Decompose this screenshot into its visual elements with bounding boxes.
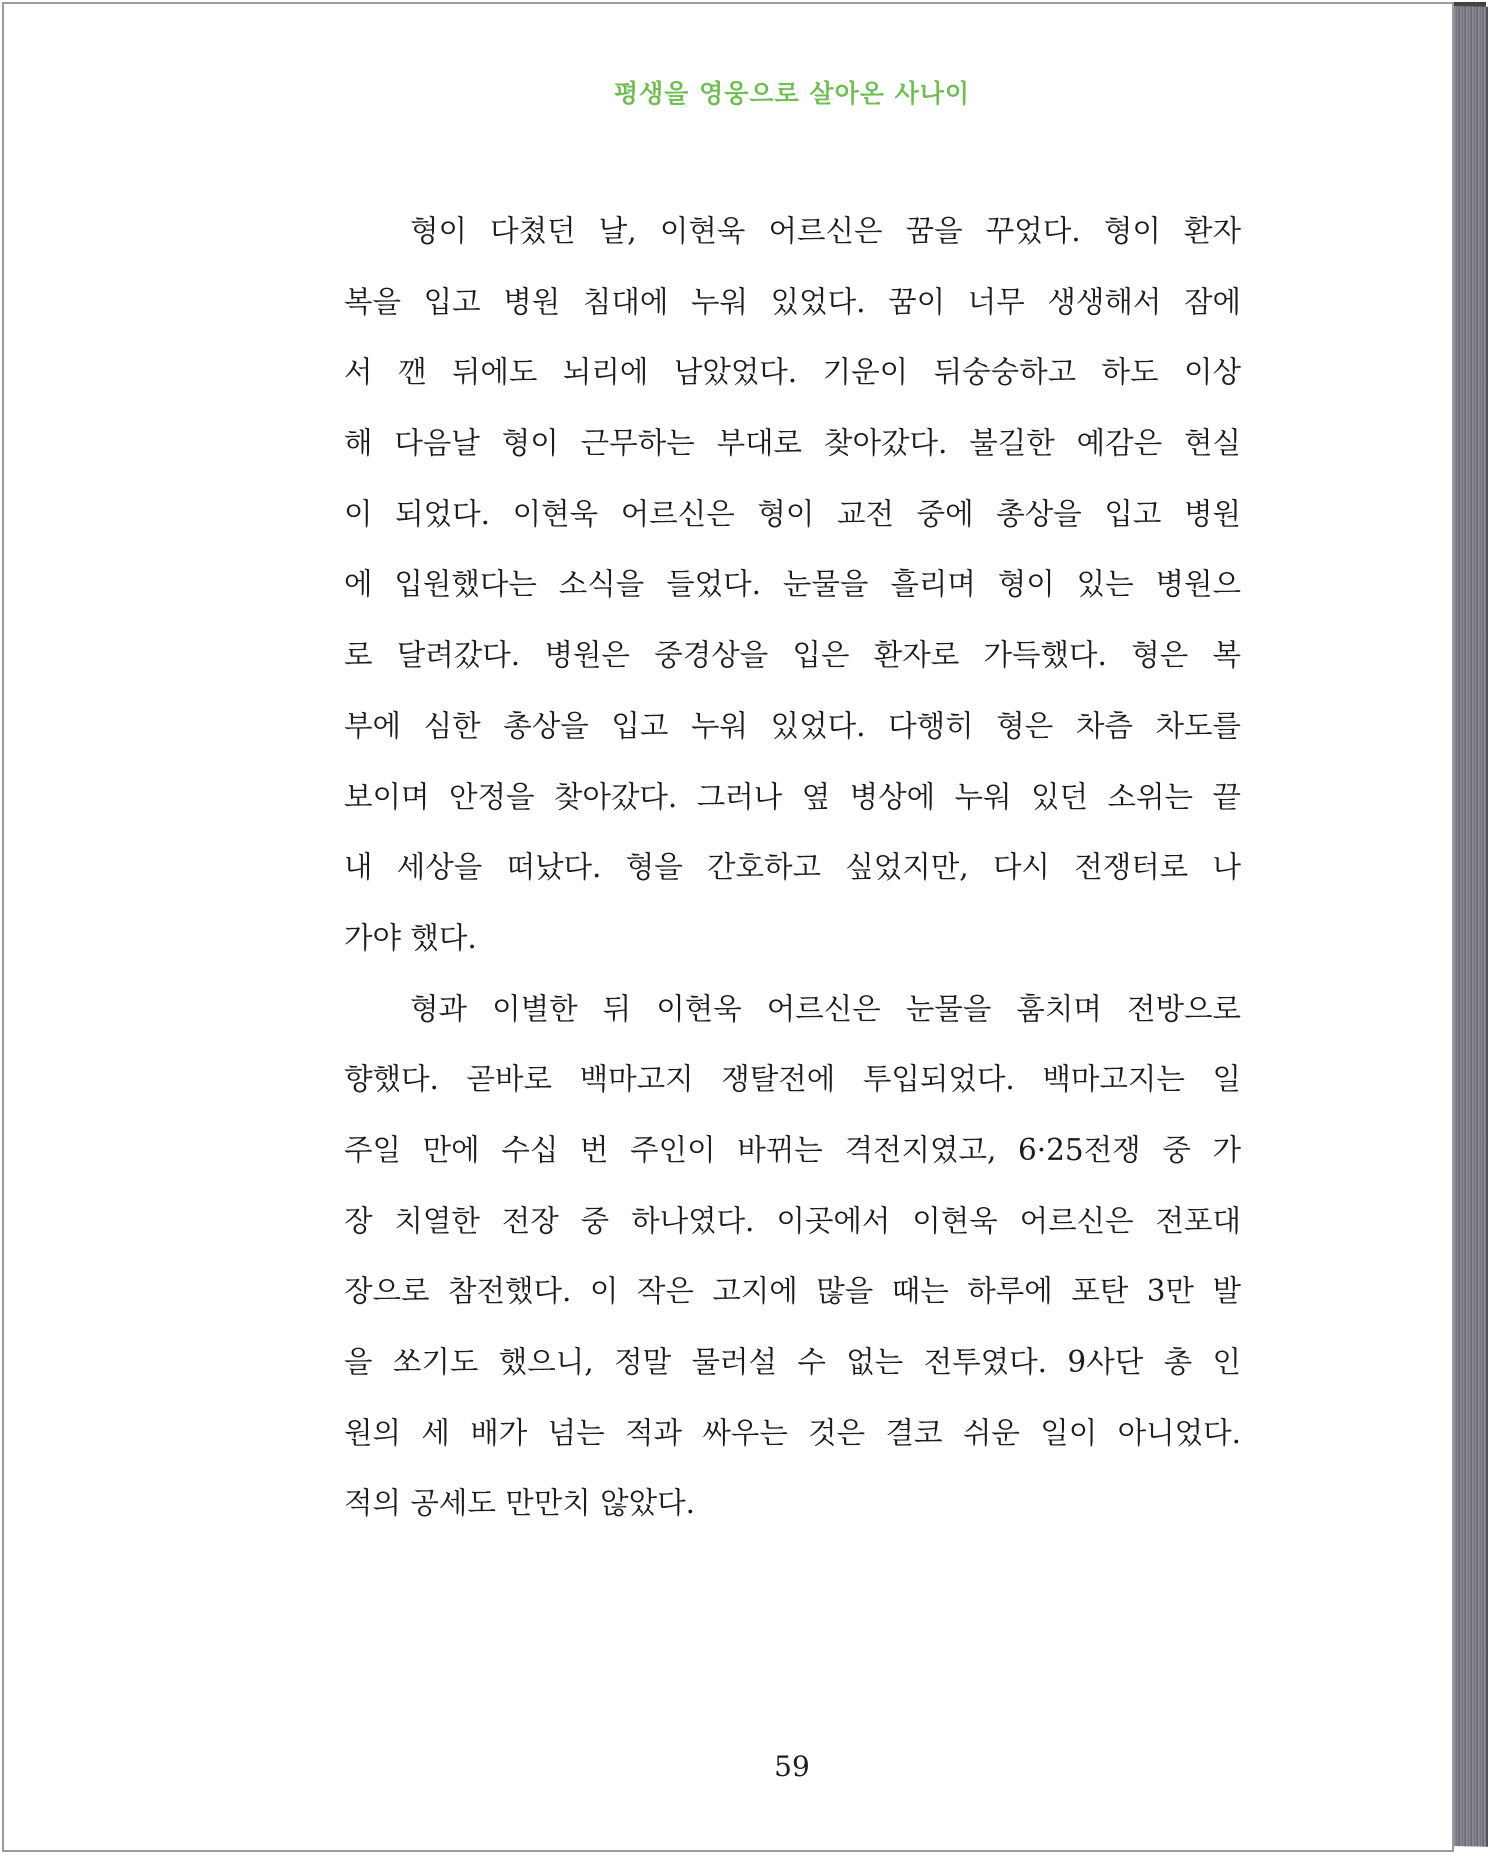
text-line: 적의 공세도 만만치 않았다. (344, 1486, 695, 1521)
text-line: 보이며 안정을 찾아갔다. 그러나 옆 병상에 누워 있던 소위는 끝 (344, 779, 1241, 814)
text-line: 이 되었다. 이현욱 어르신은 형이 교전 중에 총상을 입고 병원 (344, 496, 1241, 531)
text-line: 내 세상을 떠났다. 형을 간호하고 싶었지만, 다시 전쟁터로 나 (344, 850, 1241, 885)
text-line: 부에 심한 총상을 입고 누워 있었다. 다행히 형은 차츰 차도를 (344, 708, 1241, 743)
page-edges (1450, 6, 1488, 1847)
page-number: 59 (774, 1750, 810, 1783)
text-line: 원의 세 배가 넘는 적과 싸우는 것은 결코 쉬운 일이 아니었다. (344, 1415, 1241, 1450)
text-line: 복을 입고 병원 침대에 누워 있었다. 꿈이 너무 생생해서 잠에 (344, 284, 1241, 319)
text-line: 형과 이별한 뒤 이현욱 어르신은 눈물을 훔치며 전방으로 (410, 991, 1241, 1026)
text-line: 향했다. 곧바로 백마고지 쟁탈전에 투입되었다. 백마고지는 일 (344, 1062, 1241, 1097)
text-line: 서 깬 뒤에도 뇌리에 남았었다. 기운이 뒤숭숭하고 하도 이상 (344, 355, 1241, 390)
text-line: 장으로 참전했다. 이 작은 고지에 많을 때는 하루에 포탄 3만 발 (344, 1274, 1241, 1309)
text-line: 주일 만에 수십 번 주인이 바뀌는 격전지였고, 6·25전쟁 중 가 (344, 1132, 1241, 1167)
text-line: 에 입원했다는 소식을 들었다. 눈물을 흘리며 형이 있는 병원으 (344, 567, 1241, 602)
text-line: 가야 했다. (344, 920, 477, 955)
book-page (2, 2, 1454, 1852)
text-line: 을 쏘기도 했으니, 정말 물러설 수 없는 전투였다. 9사단 총 인 (344, 1345, 1241, 1379)
text-line: 형이 다쳤던 날, 이현욱 어르신은 꿈을 꾸었다. 형이 환자 (410, 214, 1241, 248)
text-line: 해 다음날 형이 근무하는 부대로 찾아갔다. 불길한 예감은 현실 (344, 426, 1241, 461)
text-line: 로 달려갔다. 병원은 중경상을 입은 환자로 가득했다. 형은 복 (344, 638, 1241, 673)
body-text (344, 209, 1241, 1552)
text-line: 장 치열한 전장 중 하나였다. 이곳에서 이현욱 어르신은 전포대 (344, 1203, 1241, 1238)
running-head: 평생을 영웅으로 살아온 사나이 (613, 79, 971, 108)
